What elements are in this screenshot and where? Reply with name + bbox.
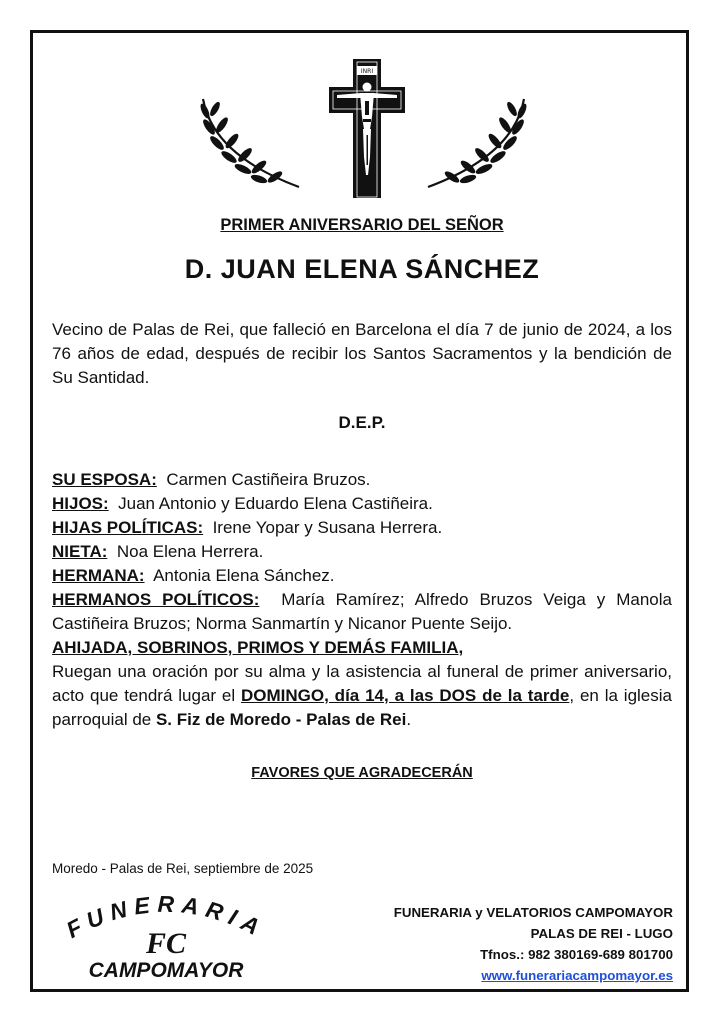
family-text: Juan Antonio y Eduardo Elena Castiñeira. [118,494,433,513]
family-granddaughter [52,540,672,564]
family-label: HERMANA: [52,566,145,585]
family-label: SU ESPOSA: [52,470,157,489]
family-text: María Ramírez; Alfredo Bruzos Veiga y Manola Castiñeira Bruzos; Norma Sanmartín y Nicanor Puente Seijo. [52,590,672,633]
family-label: NIETA: [52,542,108,561]
family-text: Antonia Elena Sánchez. [153,566,335,585]
funeral-place: S. Fiz de Moredo - Palas de Rei [155,710,407,729]
family-text: Irene Yopar y Susana Herrera. [212,518,443,537]
family-sister [52,564,672,588]
family-daughters-in-law [52,516,672,540]
family-label: HIJAS POLÍTICAS: [52,518,204,537]
funeral-date: DOMINGO, día 14, a las DOS de la tarde [241,686,570,705]
company-website-link[interactable]: www.funerariacampomayor.es [481,968,673,983]
cross-plaque: INRI [360,68,374,75]
logo-bottom-text: CAMPOMAYOR [88,959,244,981]
company-info [340,902,673,986]
family-text: Carmen Castiñeira Bruzos. [166,470,371,489]
family-children [52,492,672,516]
company-location: PALAS DE REI - LUGO [530,926,673,941]
left-laurel-icon [195,95,305,195]
logo-top-text: FUNERARIA [62,895,270,944]
family-label: HERMANOS POLÍTICOS: [52,590,260,609]
family-label: HIJOS: [52,494,109,513]
right-laurel-icon [422,95,532,195]
request-text: Ruegan una oración por su alma y la asistencia al funeral de primer aniversario, acto que tendrá lugar el [52,662,672,705]
family-others [52,636,672,660]
family-siblings-in-law [52,588,672,636]
crucifix-icon [321,57,411,200]
thanks-line: FAVORES QUE AGRADECERÁN [251,765,473,781]
family-spouse [52,468,672,492]
intro-paragraph: Vecino de Palas de Rei, que falleció en Barcelona el día 7 de junio de 2024, a los 76 años de edad, después de recibir los Santos Sacramentos y la bendición de Su Santidad. [52,320,672,387]
anniversary-title: PRIMER ANIVERSARIO DEL SEÑOR [220,216,504,234]
family-others-label: AHIJADA, SOBRINOS, PRIMOS Y DEMÁS FAMILIA, [52,638,464,657]
company-name: FUNERARIA y VELATORIOS CAMPOMAYOR [393,905,673,920]
dep-label: D.E.P. [338,413,386,432]
company-phones: Tfnos.: 982 380169-689 801700 [480,947,673,962]
family-section [52,468,672,732]
funeraria-logo [54,895,278,981]
funeral-request [52,660,672,732]
logo-monogram: FC [145,927,187,960]
request-text: , en la iglesia parroquial de [52,686,672,729]
place-date: Moredo - Palas de Rei, septiembre de 2025 [52,861,314,876]
request-text: . [406,710,412,729]
family-text: Noa Elena Herrera. [116,542,264,561]
deceased-name: D. JUAN ELENA SÁNCHEZ [184,254,540,284]
